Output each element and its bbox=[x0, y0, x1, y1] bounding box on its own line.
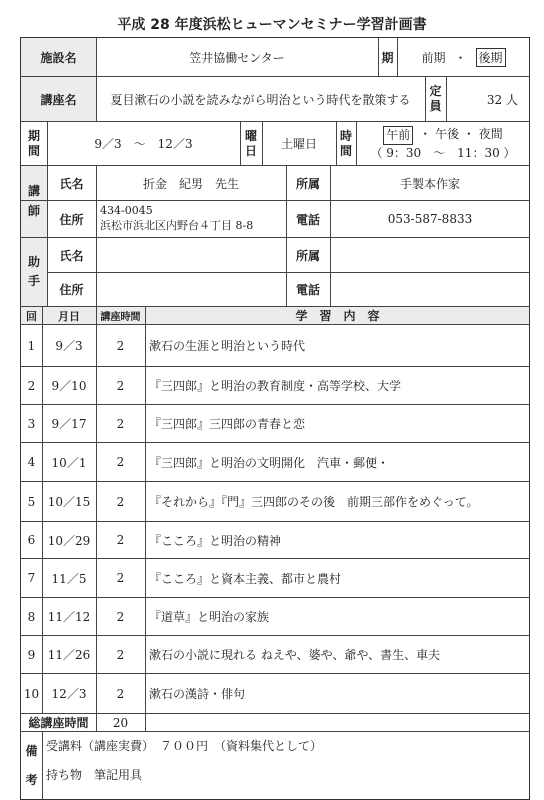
session-hours: 2 bbox=[116, 647, 125, 662]
time-value bbox=[356, 122, 530, 165]
rule bbox=[20, 731, 530, 732]
session-date: 9／10 bbox=[51, 379, 87, 393]
session-content: 『三四郎』三四郎の青春と恋 bbox=[149, 417, 306, 431]
notes-line-2: 持ち物 筆記用具 bbox=[46, 767, 143, 782]
session-date: 9／3 bbox=[55, 339, 83, 353]
facility-label: 施設名 bbox=[40, 50, 77, 65]
weekday-label bbox=[240, 122, 262, 165]
notes-line-1: 受講料（講座実費） ７００円 （資料集代として） bbox=[46, 738, 323, 753]
session-date: 9／17 bbox=[51, 417, 87, 431]
session-hours: 2 bbox=[116, 494, 125, 509]
weekday-label-bottom: 日 bbox=[244, 143, 257, 158]
session-content: 『道草』と明治の家族 bbox=[149, 610, 270, 624]
assistant-address bbox=[96, 273, 286, 306]
period-value: 9／3 ～ 12／3 bbox=[94, 137, 193, 151]
session-no: 2 bbox=[27, 378, 36, 393]
capacity-label bbox=[425, 77, 446, 121]
session-date: 10／15 bbox=[47, 495, 91, 509]
session-no: 8 bbox=[27, 609, 36, 624]
page-title: 平成 28 年度浜松ヒューマンセミナー学習計画書 bbox=[117, 17, 427, 33]
lecturer-postal: 434-0045 bbox=[100, 204, 153, 218]
col-header-hours: 講座時間 bbox=[100, 312, 141, 323]
lecturer-name: 折金 紀男 先生 bbox=[142, 176, 239, 191]
lecturer-address-block bbox=[100, 201, 286, 237]
session-hours: 2 bbox=[116, 533, 125, 547]
time-label-top: 時 bbox=[339, 128, 352, 143]
session-no: 1 bbox=[27, 338, 36, 353]
assistant-phone-label: 電話 bbox=[295, 283, 320, 297]
assistant-address-label: 住所 bbox=[59, 283, 84, 297]
session-date: 12／3 bbox=[51, 687, 87, 701]
session-hours: 2 bbox=[116, 455, 125, 469]
weekday-value: 土曜日 bbox=[280, 137, 317, 151]
lecturer-name-label: 氏名 bbox=[59, 176, 84, 191]
assistant-name-label: 氏名 bbox=[59, 248, 84, 263]
session-hours: 2 bbox=[116, 378, 125, 393]
session-no: 6 bbox=[27, 533, 36, 547]
capacity-label-top: 定 bbox=[429, 84, 442, 98]
rule bbox=[145, 306, 146, 731]
session-content: 『それから』『門』三四郎のその後 前期三部作をめぐって。 bbox=[149, 495, 479, 509]
term-first: 前期 bbox=[421, 50, 446, 65]
session-date: 11／26 bbox=[47, 648, 91, 662]
session-no: 9 bbox=[27, 647, 36, 662]
session-no: 3 bbox=[27, 416, 36, 431]
period-label-top: 期 bbox=[27, 128, 40, 143]
assistant-label: 助手 bbox=[27, 254, 40, 288]
col-header-no: 回 bbox=[26, 309, 37, 323]
session-hours: 2 bbox=[116, 609, 125, 624]
course-value: 夏目漱石の小説を読みながら明治という時代を散策する bbox=[110, 92, 411, 107]
time-am-selected: 午前 bbox=[383, 126, 413, 145]
period-label-bottom: 間 bbox=[27, 143, 40, 158]
total-hours-value: 20 bbox=[112, 715, 129, 730]
time-other-options: ・ 午後 ・ 夜間 bbox=[419, 126, 503, 141]
session-content: 『こころ』と明治の精神 bbox=[149, 533, 282, 548]
term-separator: ・ bbox=[454, 50, 467, 65]
lecturer-affiliation: 手製本作家 bbox=[399, 176, 460, 191]
capacity-value: 32 人 bbox=[486, 92, 518, 107]
session-date: 11／5 bbox=[51, 571, 87, 586]
assistant-name bbox=[96, 238, 286, 272]
session-content: 『三四郎』と明治の教育制度・高等学校、大学 bbox=[149, 379, 402, 393]
term-second-selected: 後期 bbox=[476, 48, 506, 67]
time-label bbox=[336, 122, 356, 165]
lecturer-phone-label: 電話 bbox=[295, 212, 320, 227]
col-header-content: 学 習 内 容 bbox=[295, 309, 380, 323]
time-range: （ 9：30 ～ 11：30 ） bbox=[370, 145, 516, 160]
session-hours: 2 bbox=[116, 338, 125, 353]
assistant-affiliation bbox=[330, 238, 530, 272]
course-label: 講座名 bbox=[40, 92, 77, 107]
assistant-affiliation-label: 所属 bbox=[295, 248, 320, 263]
time-label-bottom: 間 bbox=[339, 143, 352, 158]
session-content: 漱石の生涯と明治という時代 bbox=[149, 339, 306, 353]
session-content: 漱石の漢詩・俳句 bbox=[149, 687, 246, 701]
session-no: 7 bbox=[27, 571, 36, 585]
session-hours: 2 bbox=[116, 571, 125, 585]
session-content: 『三四郎』と明治の文明開化 汽車・郵便・ bbox=[149, 455, 390, 470]
lecturer-address: 浜松市浜北区内野台４丁目 8-8 bbox=[100, 219, 254, 232]
time-options bbox=[383, 126, 502, 145]
lecturer-label: 講師 bbox=[27, 184, 40, 218]
term-label: 期 bbox=[381, 50, 394, 65]
session-content: 『こころ』と資本主義、都市と農村 bbox=[149, 571, 342, 586]
term-options bbox=[397, 38, 530, 76]
notes-label: 備考 bbox=[25, 744, 38, 787]
session-content: 漱石の小説に現れる ねえや、婆や、爺や、書生、車夫 bbox=[149, 648, 441, 662]
session-hours: 2 bbox=[116, 686, 125, 701]
col-header-date: 月日 bbox=[58, 309, 80, 323]
lecturer-address-label: 住所 bbox=[59, 212, 84, 227]
session-no: 4 bbox=[27, 455, 36, 469]
rule bbox=[42, 731, 43, 800]
session-date: 10／29 bbox=[47, 533, 91, 548]
session-no: 5 bbox=[27, 494, 36, 509]
lecturer-phone: 053-587-8833 bbox=[387, 212, 473, 226]
facility-value: 笠井協働センター bbox=[189, 50, 285, 65]
total-hours-label: 総講座時間 bbox=[28, 716, 89, 730]
assistant-phone bbox=[330, 273, 530, 306]
period-label bbox=[21, 122, 47, 165]
session-hours: 2 bbox=[116, 416, 125, 431]
lecturer-affiliation-label: 所属 bbox=[295, 176, 320, 191]
weekday-label-top: 曜 bbox=[244, 128, 257, 143]
session-no: 10 bbox=[23, 686, 40, 701]
session-date: 10／1 bbox=[51, 455, 87, 470]
session-date: 11／12 bbox=[47, 610, 91, 624]
capacity-label-bottom: 員 bbox=[429, 99, 442, 113]
